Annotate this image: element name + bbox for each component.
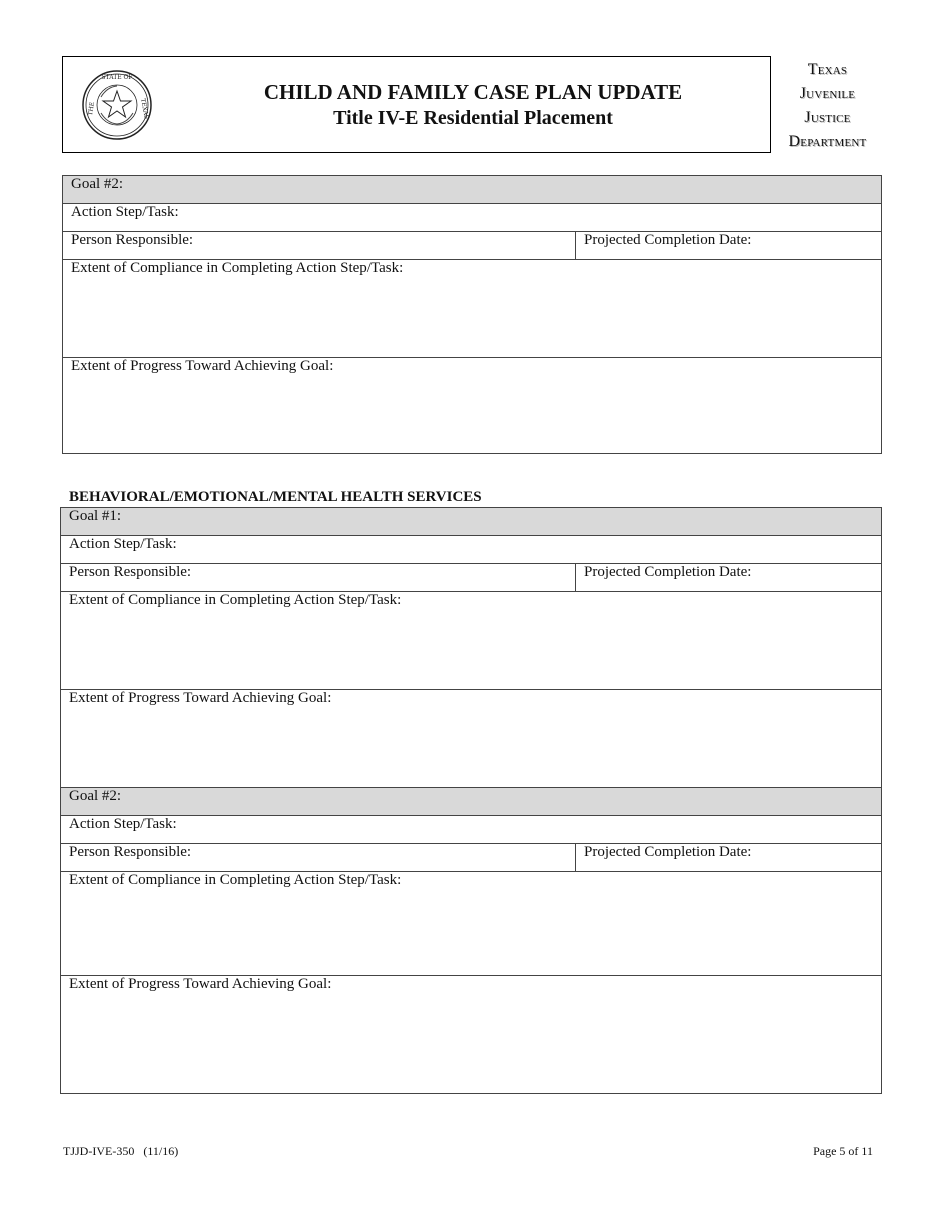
- svg-text:STATE OF: STATE OF: [101, 74, 133, 81]
- goal-block-2: [60, 507, 882, 1094]
- agency-line-4: Department: [788, 133, 867, 150]
- projected-completion-date-field[interactable]: Projected Completion Date:: [576, 564, 882, 592]
- agency-line-1: Texas: [807, 61, 848, 78]
- action-step-field[interactable]: Action Step/Task:: [61, 816, 882, 844]
- person-responsible-field[interactable]: Person Responsible:: [63, 232, 576, 260]
- compliance-field[interactable]: Extent of Compliance in Completing Action Step/Task:: [61, 592, 882, 690]
- progress-field[interactable]: Extent of Progress Toward Achieving Goal:: [61, 690, 882, 788]
- projected-completion-date-field[interactable]: Projected Completion Date:: [576, 844, 882, 872]
- person-responsible-field[interactable]: Person Responsible:: [61, 564, 576, 592]
- action-step-field[interactable]: Action Step/Task:: [63, 204, 882, 232]
- compliance-field[interactable]: Extent of Compliance in Completing Action Step/Task:: [63, 260, 882, 358]
- goal-field[interactable]: Goal #2:: [61, 788, 882, 816]
- form-header: [62, 56, 884, 153]
- agency-line-2: Juvenile: [799, 85, 856, 102]
- form-title: CHILD AND FAMILY CASE PLAN UPDATE: [263, 80, 683, 104]
- page-number: Page 5 of 11: [813, 1144, 873, 1158]
- form-id: TJJD-IVE-350 (11/16): [63, 1144, 179, 1158]
- section-heading: BEHAVIORAL/EMOTIONAL/MENTAL HEALTH SERVICES: [69, 489, 482, 505]
- goal-field[interactable]: Goal #2:: [63, 176, 882, 204]
- progress-field[interactable]: Extent of Progress Toward Achieving Goal:: [63, 358, 882, 454]
- person-responsible-field[interactable]: Person Responsible:: [61, 844, 576, 872]
- goal-field[interactable]: Goal #1:: [61, 508, 882, 536]
- svg-text:TEXAS: TEXAS: [139, 97, 150, 120]
- goal-block-1: [62, 175, 882, 454]
- projected-completion-date-field[interactable]: Projected Completion Date:: [576, 232, 882, 260]
- texas-state-seal-icon: [81, 69, 153, 141]
- agency-name: [770, 56, 884, 153]
- progress-field[interactable]: Extent of Progress Toward Achieving Goal:: [61, 976, 882, 1094]
- action-step-field[interactable]: Action Step/Task:: [61, 536, 882, 564]
- agency-line-3: Justice: [804, 109, 851, 126]
- compliance-field[interactable]: Extent of Compliance in Completing Action Step/Task:: [61, 872, 882, 976]
- svg-text:THE: THE: [86, 101, 97, 117]
- form-subtitle: Title IV-E Residential Placement: [333, 107, 613, 129]
